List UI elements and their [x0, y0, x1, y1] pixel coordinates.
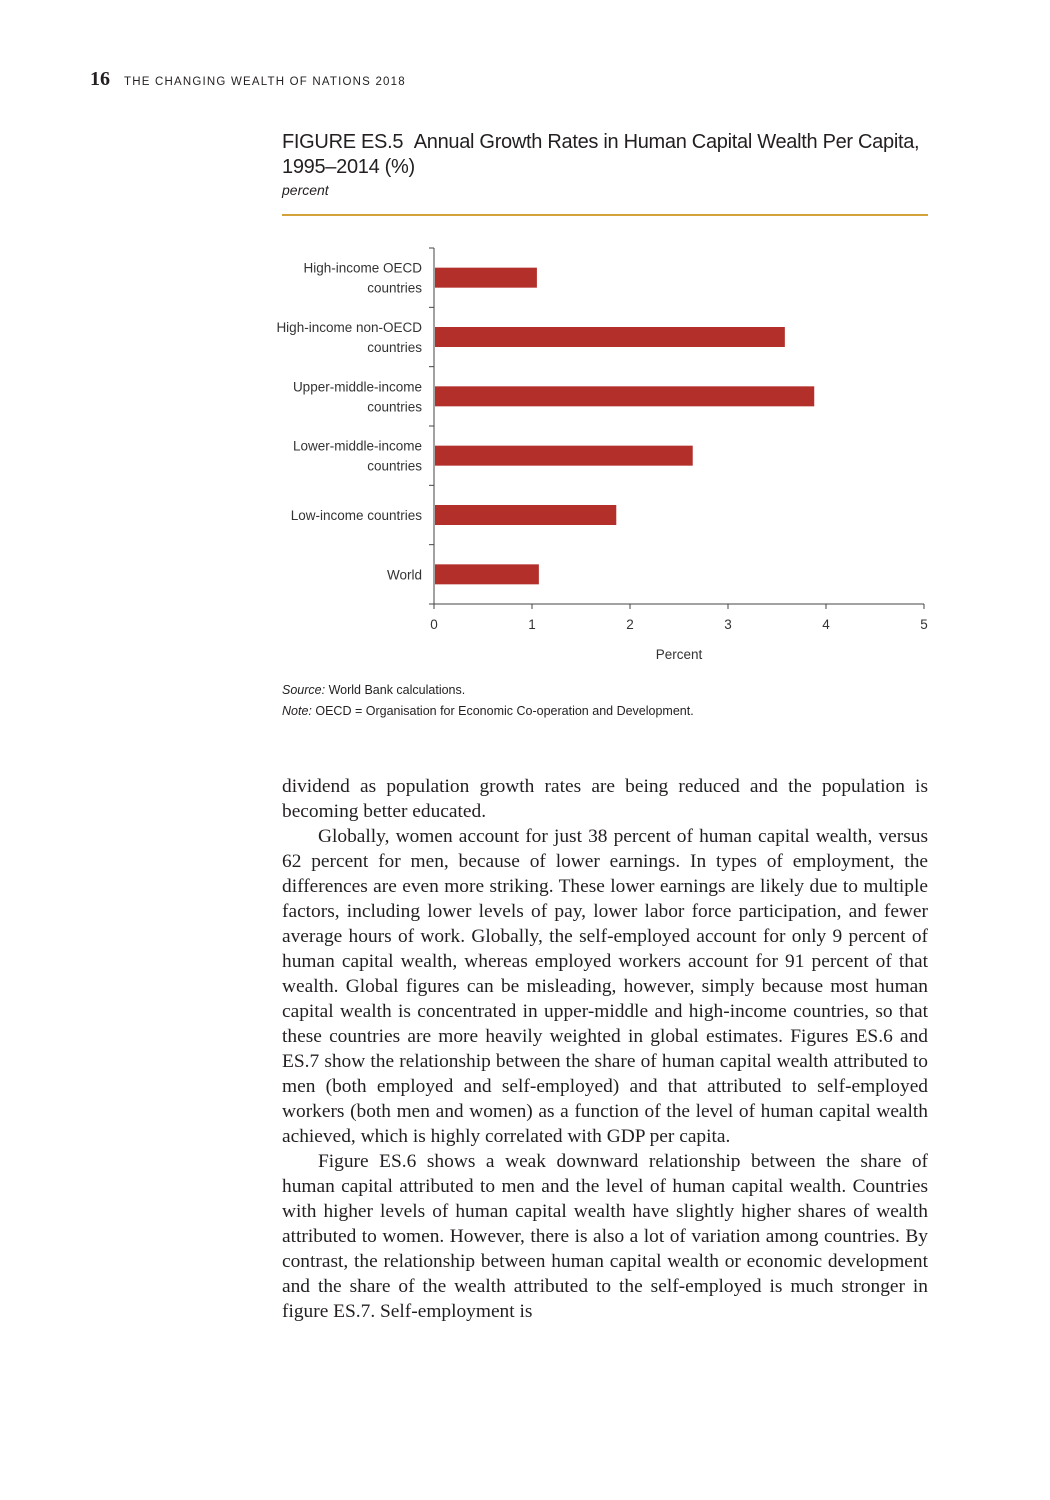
source-line	[282, 680, 942, 701]
category-label-line: countries	[367, 340, 422, 355]
bar	[435, 268, 537, 288]
category-label	[276, 320, 422, 355]
note-text: OECD = Organisation for Economic Co-operation and Development.	[315, 704, 694, 718]
source-text: World Bank calculations.	[328, 683, 466, 697]
x-tick-label: 4	[822, 617, 830, 632]
note-label: Note:	[282, 704, 312, 718]
bar	[435, 446, 693, 466]
note-line	[282, 701, 942, 722]
category-label	[293, 379, 422, 414]
bar	[435, 564, 539, 584]
category-label-line: countries	[367, 280, 422, 296]
category-label-line: Lower-middle-income	[292, 438, 422, 454]
figure-title-rule	[282, 214, 928, 216]
figure-title	[282, 130, 928, 180]
body-text	[282, 774, 928, 1324]
figure-notes	[282, 680, 942, 722]
category-label	[291, 508, 423, 523]
bar	[435, 327, 785, 347]
category-label-line: Low-income countries	[290, 508, 422, 523]
figure-title-block	[282, 130, 928, 198]
x-tick-label: 3	[724, 617, 732, 632]
category-label-line: countries	[367, 458, 422, 474]
x-tick-label: 5	[920, 617, 928, 632]
x-axis-title: Percent	[655, 647, 703, 662]
category-label-line: World	[386, 567, 422, 583]
body-paragraph-2: Globally, women account for just 38 percent of human capital wealth, versus 62 percent for men, because of lower earnings. In types of employment, the differences are even more striking. These lower earnings are likely due to multiple factors, including lower levels of pay, lower labor force participation, and fewer average hours of work. Globally, the self-employed account for only 9 percent of human capital wealth, whereas employed workers account for 91 percent of that wealth. Global figures can be misleading, however, simply because most human capital wealth is concentrated in upper-middle and high-income countries, so that these countries are more heavily weighted in global estimates. Figures ES.6 and ES.7 show the relationship between the share of human capital wealth attributed to men (both employed and self-employed) and that attributed to self-employed workers (both men and women) as a function of the level of human capital wealth achieved, which is highly correlated with GDP per capita.	[282, 826, 928, 1147]
category-label	[303, 261, 422, 296]
category-label-line: High-income OECD	[303, 260, 422, 276]
category-label-line: countries	[367, 399, 422, 415]
x-tick-label: 0	[430, 617, 438, 632]
category-label-line: Upper-middle-income	[292, 379, 422, 395]
category-label	[293, 439, 422, 474]
bar	[435, 386, 814, 406]
page-number: 16	[90, 68, 110, 90]
category-label-line: High-income non-OECD	[276, 320, 422, 335]
book-title: THE CHANGING WEALTH OF NATIONS 2018	[124, 76, 406, 88]
body-paragraph-1: dividend as population growth rates are being reduced and the population is becoming better educated.	[282, 776, 928, 822]
x-tick-label: 1	[528, 617, 536, 632]
source-label: Source:	[282, 683, 326, 697]
bar-chart	[0, 230, 1050, 670]
category-label	[387, 567, 422, 582]
x-tick-label: 2	[626, 617, 634, 632]
running-head	[90, 68, 406, 91]
figure-label: FIGURE ES.5	[282, 131, 404, 153]
body-paragraph-3: Figure ES.6 shows a weak downward relationship between the share of human capital attributed to men and the level of human capital wealth. Countries with higher levels of human capital wealth have slightly higher shares of wealth attributed to women. However, there is also a lot of variation among countries. By contrast, the relationship between human capital wealth or economic development and the share of the wealth attributed to the self-employed is much stronger in figure ES.7. Self-employment is	[282, 1151, 928, 1322]
bar	[435, 505, 616, 525]
figure-title-text: Annual Growth Rates in Human Capital Wealth Per Capita, 1995–2014 (%)	[282, 131, 920, 178]
figure-subtitle: percent	[282, 182, 329, 198]
